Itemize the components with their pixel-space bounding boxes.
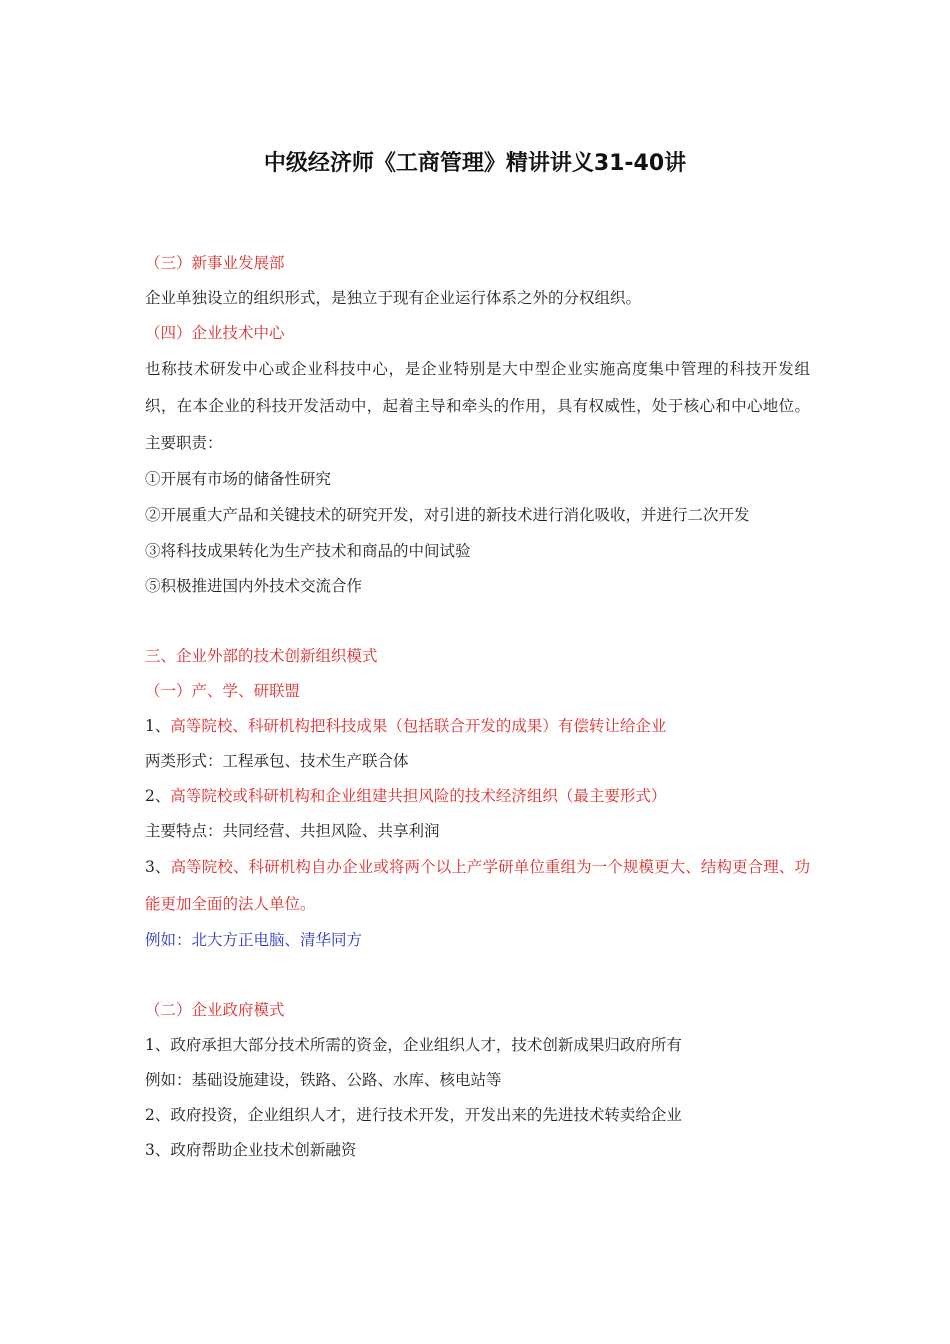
paragraph: 也称技术研发中心或企业科技中心，是企业特别是大中型企业实施高度集中管理的科技开发组织，在本企业的科技开发活动中，起着主导和牵头的作用，具有权威性，处于核心和中心地位。主要职责： — [145, 360, 810, 452]
list-item — [145, 709, 810, 744]
item-text: 高等院校或科研机构和企业组建共担风险的技术经济组织（最主要形式） — [170, 787, 667, 805]
item-text: 高等院校、科研机构把科技成果（包括联合开发的成果）有偿转让给企业 — [170, 717, 667, 735]
list-item: 2、政府投资，企业组织人才，进行技术开发，开发出来的先进技术转卖给企业 — [145, 1106, 682, 1124]
section-heading-new-business: （三）新事业发展部 — [145, 254, 285, 272]
paragraph: 企业单独设立的组织形式，是独立于现有企业运行体系之外的分权组织。 — [145, 289, 642, 307]
document-body — [145, 246, 810, 1168]
item-number: 2、 — [145, 787, 171, 805]
item-text: 高等院校、科研机构自办企业或将两个以上产学研单位重组为一个规模更大、结构更合理、功能更加全面的法人单位。 — [145, 858, 810, 913]
example-text: 例如：北大方正电脑、清华同方 — [145, 931, 363, 949]
list-item: ②开展重大产品和关键技术的研究开发，对引进的新技术进行消化吸收，并进行二次开发 — [145, 506, 750, 524]
section-heading-tech-center: （四）企业技术中心 — [145, 324, 285, 342]
list-item — [145, 779, 810, 814]
list-item: 1、政府承担大部分技术所需的资金，企业组织人才，技术创新成果归政府所有 — [145, 1036, 682, 1054]
document-title: 中级经济师《工商管理》精讲讲义31-40讲 — [263, 151, 687, 176]
section-heading-external-models: 三、企业外部的技术创新组织模式 — [145, 647, 378, 665]
list-item: ③将科技成果转化为生产技术和商品的中间试验 — [145, 542, 471, 560]
paragraph: 主要特点：共同经营、共担风险、共享利润 — [145, 822, 440, 840]
list-item — [145, 849, 810, 923]
spacer — [145, 604, 810, 639]
paragraph: 两类形式：工程承包、技术生产联合体 — [145, 752, 409, 770]
item-number: 3、 — [145, 858, 171, 876]
paragraph: 例如：基础设施建设，铁路、公路、水库、核电站等 — [145, 1071, 502, 1089]
spacer — [145, 958, 810, 993]
item-number: 1、 — [145, 717, 171, 735]
subsection-heading-gov-model: （二）企业政府模式 — [145, 1001, 285, 1019]
list-item: 3、政府帮助企业技术创新融资 — [145, 1141, 357, 1159]
subsection-heading-alliance: （一）产、学、研联盟 — [145, 682, 301, 700]
list-item: ⑤积极推进国内外技术交流合作 — [145, 577, 363, 595]
list-item: ①开展有市场的储备性研究 — [145, 470, 332, 488]
